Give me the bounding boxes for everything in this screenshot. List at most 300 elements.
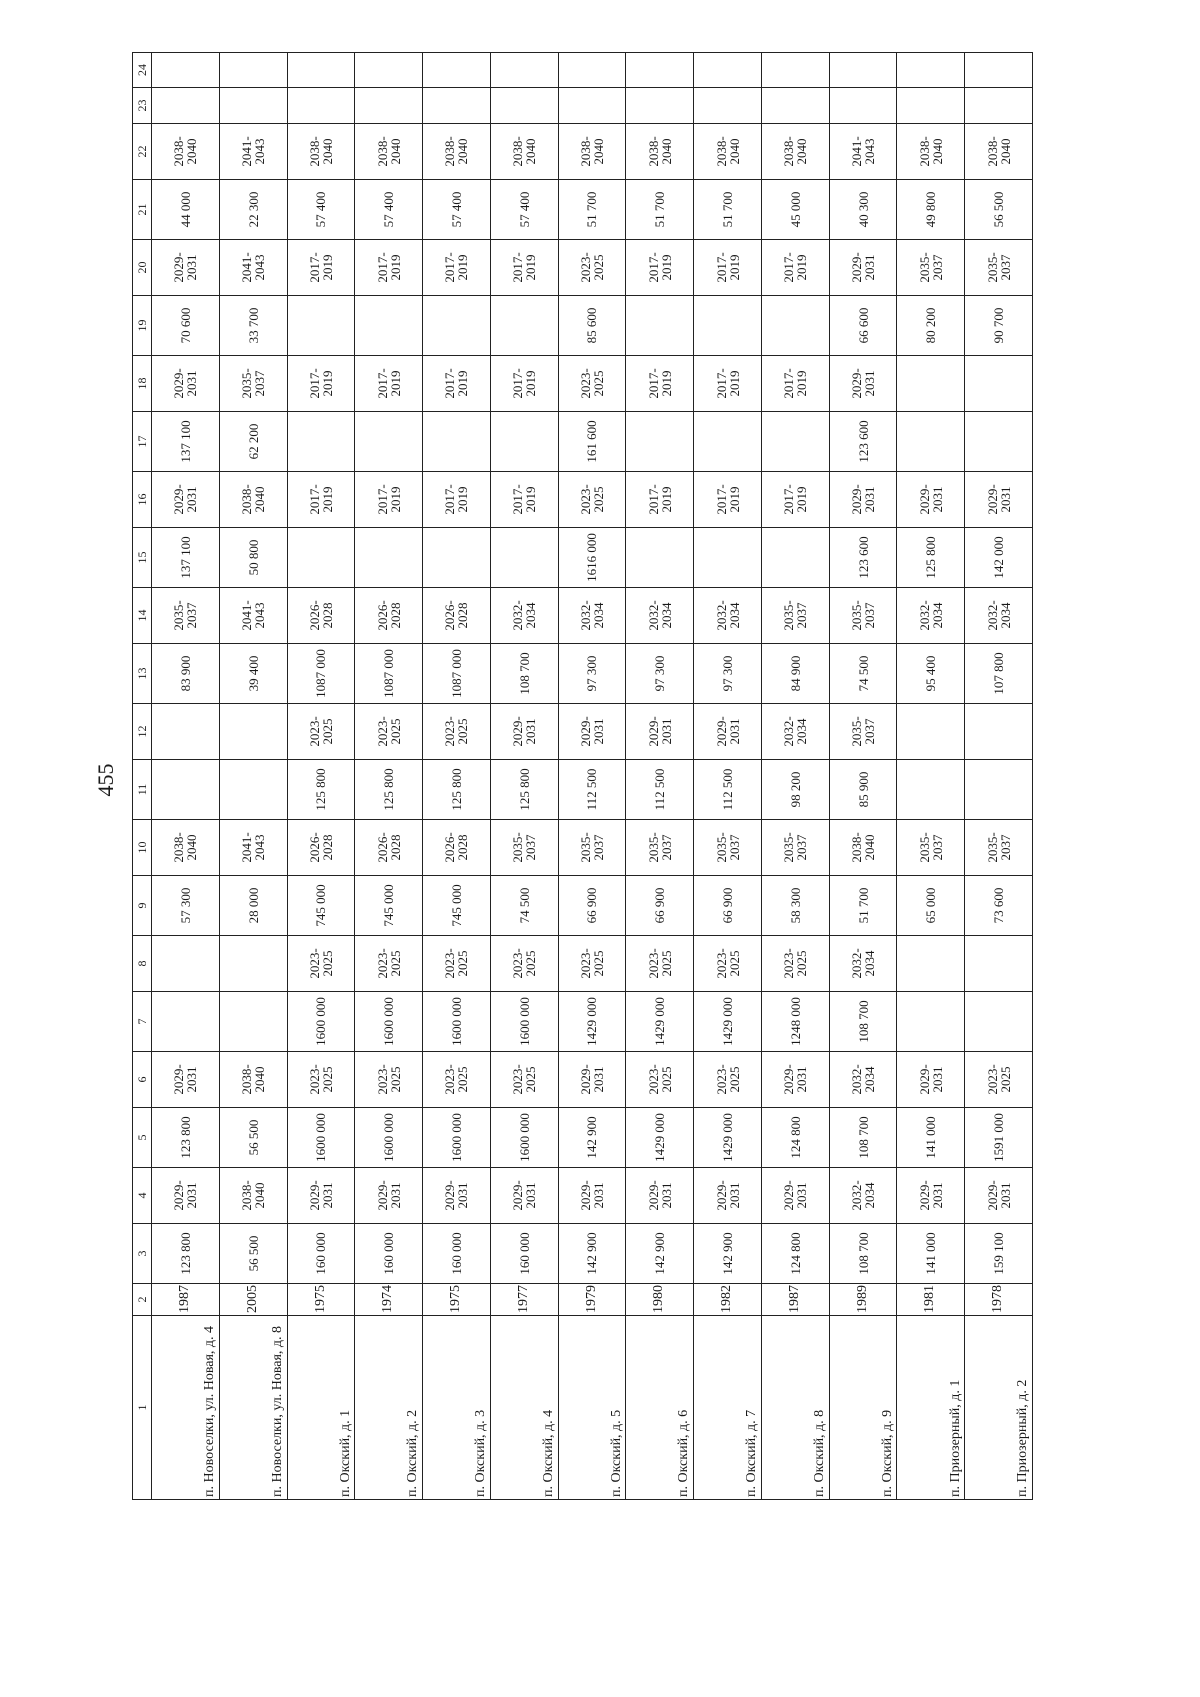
address-cell: п. Окский, д. 7	[694, 1316, 762, 1500]
table-cell: 85 600	[558, 296, 626, 356]
table-cell: 2038-2040	[829, 820, 897, 876]
table-cell	[897, 53, 965, 88]
table-cell: 83 900	[152, 644, 220, 704]
column-header-22: 22	[133, 124, 152, 180]
table-cell	[152, 992, 220, 1052]
table-cell: 85 900	[829, 760, 897, 820]
table-cell	[490, 88, 558, 124]
table-cell: 1087 000	[423, 644, 491, 704]
table-cell: 2029-2031	[558, 1168, 626, 1224]
table-cell: 161 600	[558, 412, 626, 472]
table-cell: 57 400	[423, 180, 491, 240]
table-cell: 2017-2019	[626, 356, 694, 412]
table-cell: 2023-2025	[558, 240, 626, 296]
table-cell	[626, 53, 694, 88]
table-cell: 2017-2019	[287, 240, 355, 296]
table-cell: 1987	[152, 1284, 220, 1316]
table-cell: 1429 000	[558, 992, 626, 1052]
table-cell	[897, 704, 965, 760]
table-cell: 2017-2019	[355, 240, 423, 296]
table-row	[829, 53, 897, 1500]
table-cell: 2032-2034	[829, 936, 897, 992]
table-cell	[219, 936, 287, 992]
table-cell: 56 500	[965, 180, 1033, 240]
column-header-14: 14	[133, 588, 152, 644]
table-cell: 49 800	[897, 180, 965, 240]
table-cell: 2041-2043	[219, 820, 287, 876]
table-cell: 1974	[355, 1284, 423, 1316]
table-cell: 80 200	[897, 296, 965, 356]
table-cell: 2032-2034	[897, 588, 965, 644]
table-cell: 2038-2040	[490, 124, 558, 180]
column-header-2: 2	[133, 1284, 152, 1316]
table-cell: 2017-2019	[287, 472, 355, 528]
table-cell: 57 400	[490, 180, 558, 240]
table-cell: 50 800	[219, 528, 287, 588]
table-cell: 66 900	[558, 876, 626, 936]
table-cell: 2035-2037	[897, 820, 965, 876]
table-cell: 1981	[897, 1284, 965, 1316]
table-cell: 2038-2040	[219, 1168, 287, 1224]
table-cell: 1978	[965, 1284, 1033, 1316]
table-cell: 2017-2019	[355, 472, 423, 528]
column-header-8: 8	[133, 936, 152, 992]
table-cell	[219, 88, 287, 124]
column-header-16: 16	[133, 472, 152, 528]
table-cell: 2023-2025	[558, 356, 626, 412]
table-cell: 125 800	[355, 760, 423, 820]
table-cell: 51 700	[626, 180, 694, 240]
table-cell: 2023-2025	[558, 936, 626, 992]
table-cell: 2023-2025	[761, 936, 829, 992]
table-cell	[761, 53, 829, 88]
table-cell: 160 000	[423, 1224, 491, 1284]
table-cell: 137 100	[152, 528, 220, 588]
table-cell	[626, 88, 694, 124]
table-cell	[965, 88, 1033, 124]
table-cell: 58 300	[761, 876, 829, 936]
table-cell: 95 400	[897, 644, 965, 704]
table-cell: 123 800	[152, 1224, 220, 1284]
table-cell: 2038-2040	[219, 1052, 287, 1108]
table-cell: 2035-2037	[558, 820, 626, 876]
table-cell: 1087 000	[355, 644, 423, 704]
table-cell: 2032-2034	[694, 588, 762, 644]
table-cell: 108 700	[829, 1224, 897, 1284]
table-cell: 125 800	[490, 760, 558, 820]
table-cell: 2023-2025	[287, 704, 355, 760]
table-cell	[761, 296, 829, 356]
table-cell: 112 500	[694, 760, 762, 820]
table-cell: 2029-2031	[829, 240, 897, 296]
table-cell: 2029-2031	[626, 1168, 694, 1224]
table-cell: 2038-2040	[355, 124, 423, 180]
table-cell	[897, 760, 965, 820]
table-cell: 90 700	[965, 296, 1033, 356]
table-cell: 56 500	[219, 1108, 287, 1168]
table-cell: 2029-2031	[897, 1052, 965, 1108]
table-cell	[490, 53, 558, 88]
table-cell	[287, 88, 355, 124]
table-cell: 2017-2019	[355, 356, 423, 412]
table-cell	[626, 412, 694, 472]
table-cell: 2026-2028	[355, 588, 423, 644]
table-cell: 2017-2019	[694, 240, 762, 296]
column-header-19: 19	[133, 296, 152, 356]
table-cell	[287, 528, 355, 588]
table-cell	[965, 412, 1033, 472]
table-cell	[355, 412, 423, 472]
table-cell: 2026-2028	[355, 820, 423, 876]
table-cell: 2023-2025	[423, 704, 491, 760]
table-cell: 2029-2031	[694, 1168, 762, 1224]
table-cell	[423, 88, 491, 124]
table-cell: 2023-2025	[490, 936, 558, 992]
table-cell: 2017-2019	[423, 472, 491, 528]
table-cell: 142 900	[626, 1224, 694, 1284]
table-cell: 1600 000	[423, 992, 491, 1052]
table-cell	[558, 88, 626, 124]
table-row	[287, 53, 355, 1500]
column-header-1: 1	[133, 1316, 152, 1500]
table-cell: 56 500	[219, 1224, 287, 1284]
table-cell: 2017-2019	[423, 240, 491, 296]
table-cell: 123 600	[829, 528, 897, 588]
table-cell	[897, 88, 965, 124]
table-cell: 1087 000	[287, 644, 355, 704]
table-cell: 745 000	[355, 876, 423, 936]
table-cell: 57 400	[287, 180, 355, 240]
table-cell: 2035-2037	[694, 820, 762, 876]
address-cell: п. Окский, д. 2	[355, 1316, 423, 1500]
table-cell	[355, 528, 423, 588]
table-cell: 2017-2019	[694, 472, 762, 528]
table-cell: 2029-2031	[423, 1168, 491, 1224]
table-cell: 1979	[558, 1284, 626, 1316]
table-cell: 2035-2037	[219, 356, 287, 412]
table-cell: 123 600	[829, 412, 897, 472]
table-cell: 1980	[626, 1284, 694, 1316]
table-cell: 142 900	[558, 1108, 626, 1168]
column-header-20: 20	[133, 240, 152, 296]
table-cell: 1989	[829, 1284, 897, 1316]
table-cell: 70 600	[152, 296, 220, 356]
table-cell: 160 000	[287, 1224, 355, 1284]
table-cell: 112 500	[626, 760, 694, 820]
table-cell	[965, 992, 1033, 1052]
table-cell: 2029-2031	[152, 1168, 220, 1224]
table-cell: 2035-2037	[829, 588, 897, 644]
column-header-23: 23	[133, 88, 152, 124]
table-cell: 2041-2043	[219, 588, 287, 644]
table-container	[132, 64, 1033, 1500]
table-cell: 1248 000	[761, 992, 829, 1052]
table-cell: 57 300	[152, 876, 220, 936]
table-row	[152, 53, 220, 1500]
table-cell	[897, 992, 965, 1052]
table-cell: 1591 000	[965, 1108, 1033, 1168]
column-header-24: 24	[133, 53, 152, 88]
table-cell	[152, 936, 220, 992]
table-cell: 107 800	[965, 644, 1033, 704]
table-cell: 2029-2031	[829, 356, 897, 412]
table-cell: 2035-2037	[761, 820, 829, 876]
table-cell: 745 000	[287, 876, 355, 936]
table-cell: 2023-2025	[965, 1052, 1033, 1108]
table-cell: 2035-2037	[626, 820, 694, 876]
table-cell: 39 400	[219, 644, 287, 704]
table-cell: 2029-2031	[694, 704, 762, 760]
address-cell: п. Новоселки, ул. Новая, д. 8	[219, 1316, 287, 1500]
table-cell: 745 000	[423, 876, 491, 936]
table-cell: 57 400	[355, 180, 423, 240]
table-cell: 2038-2040	[761, 124, 829, 180]
table-cell: 2023-2025	[423, 1052, 491, 1108]
table-cell: 2023-2025	[355, 704, 423, 760]
table-cell: 1982	[694, 1284, 762, 1316]
table-cell: 2029-2031	[152, 1052, 220, 1108]
table-cell: 112 500	[558, 760, 626, 820]
table-cell	[694, 528, 762, 588]
table-cell	[694, 53, 762, 88]
table-cell: 22 300	[219, 180, 287, 240]
table-cell	[355, 88, 423, 124]
table-cell: 2032-2034	[558, 588, 626, 644]
table-cell: 2029-2031	[490, 704, 558, 760]
data-table	[132, 52, 1033, 1500]
table-row	[626, 53, 694, 1500]
address-cell: п. Окский, д. 9	[829, 1316, 897, 1500]
table-cell: 2038-2040	[558, 124, 626, 180]
table-cell: 2041-2043	[219, 124, 287, 180]
table-cell: 2017-2019	[694, 356, 762, 412]
address-cell: п. Новоселки, ул. Новая, д. 4	[152, 1316, 220, 1500]
table-cell: 2017-2019	[423, 356, 491, 412]
table-cell: 2026-2028	[423, 588, 491, 644]
table-cell	[287, 412, 355, 472]
table-cell: 1429 000	[694, 992, 762, 1052]
table-cell: 2029-2031	[152, 240, 220, 296]
table-cell: 141 000	[897, 1224, 965, 1284]
table-cell: 1975	[287, 1284, 355, 1316]
table-cell: 2029-2031	[558, 1052, 626, 1108]
header-row	[133, 53, 152, 1500]
table-cell: 2017-2019	[490, 472, 558, 528]
table-cell: 2038-2040	[897, 124, 965, 180]
table-cell: 2032-2034	[490, 588, 558, 644]
table-cell: 160 000	[490, 1224, 558, 1284]
table-cell: 2023-2025	[287, 936, 355, 992]
table-cell: 2032-2034	[626, 588, 694, 644]
table-cell: 2038-2040	[965, 124, 1033, 180]
table-cell: 2032-2034	[829, 1168, 897, 1224]
table-cell: 2029-2031	[897, 472, 965, 528]
table-cell: 1600 000	[490, 1108, 558, 1168]
table-cell: 142 900	[694, 1224, 762, 1284]
table-cell: 1987	[761, 1284, 829, 1316]
table-cell: 2038-2040	[152, 820, 220, 876]
table-cell: 2017-2019	[490, 356, 558, 412]
table-cell: 2038-2040	[152, 124, 220, 180]
table-cell	[355, 296, 423, 356]
table-cell: 2017-2019	[761, 472, 829, 528]
table-cell: 1600 000	[355, 1108, 423, 1168]
table-cell: 2023-2025	[423, 936, 491, 992]
table-cell: 2023-2025	[626, 1052, 694, 1108]
table-cell: 2035-2037	[829, 704, 897, 760]
table-cell: 74 500	[490, 876, 558, 936]
table-cell: 1600 000	[287, 1108, 355, 1168]
table-cell: 2023-2025	[355, 936, 423, 992]
table-cell: 141 000	[897, 1108, 965, 1168]
table-cell: 98 200	[761, 760, 829, 820]
table-row	[490, 53, 558, 1500]
table-cell: 45 000	[761, 180, 829, 240]
table-cell: 2023-2025	[694, 936, 762, 992]
table-cell: 51 700	[694, 180, 762, 240]
table-cell: 66 600	[829, 296, 897, 356]
table-cell	[490, 296, 558, 356]
table-cell: 1429 000	[626, 1108, 694, 1168]
table-cell	[152, 88, 220, 124]
table-cell: 108 700	[829, 992, 897, 1052]
table-cell: 97 300	[694, 644, 762, 704]
column-header-9: 9	[133, 876, 152, 936]
table-cell: 124 800	[761, 1224, 829, 1284]
table-cell	[761, 412, 829, 472]
table-cell: 2035-2037	[965, 820, 1033, 876]
table-cell	[761, 528, 829, 588]
column-header-7: 7	[133, 992, 152, 1052]
table-cell: 84 900	[761, 644, 829, 704]
table-cell: 2029-2031	[965, 1168, 1033, 1224]
table-cell: 2029-2031	[761, 1052, 829, 1108]
table-row	[558, 53, 626, 1500]
address-cell: п. Окский, д. 4	[490, 1316, 558, 1500]
column-header-4: 4	[133, 1168, 152, 1224]
table-cell	[897, 412, 965, 472]
table-cell: 125 800	[287, 760, 355, 820]
table-cell: 2035-2037	[152, 588, 220, 644]
table-cell: 2032-2034	[965, 588, 1033, 644]
table-cell: 2035-2037	[490, 820, 558, 876]
table-cell: 2023-2025	[490, 1052, 558, 1108]
table-cell: 137 100	[152, 412, 220, 472]
table-cell: 124 800	[761, 1108, 829, 1168]
table-cell: 40 300	[829, 180, 897, 240]
table-cell	[287, 53, 355, 88]
table-cell: 125 800	[897, 528, 965, 588]
table-cell	[761, 88, 829, 124]
table-cell	[558, 53, 626, 88]
table-cell	[219, 53, 287, 88]
table-cell: 2038-2040	[219, 472, 287, 528]
column-header-12: 12	[133, 704, 152, 760]
table-cell: 66 900	[626, 876, 694, 936]
table-cell: 2038-2040	[287, 124, 355, 180]
table-cell: 62 200	[219, 412, 287, 472]
table-cell	[287, 296, 355, 356]
table-cell: 2035-2037	[965, 240, 1033, 296]
table-cell	[965, 356, 1033, 412]
table-cell: 2029-2031	[965, 472, 1033, 528]
table-cell: 1600 000	[490, 992, 558, 1052]
table-cell: 1600 000	[287, 992, 355, 1052]
table-cell	[219, 760, 287, 820]
table-cell: 2017-2019	[287, 356, 355, 412]
table-cell: 2029-2031	[626, 704, 694, 760]
table-cell: 2017-2019	[761, 240, 829, 296]
page-number: 455	[93, 763, 118, 797]
table-cell	[694, 296, 762, 356]
table-cell	[423, 528, 491, 588]
table-cell: 1616 000	[558, 528, 626, 588]
table-cell: 2017-2019	[626, 472, 694, 528]
table-cell: 108 700	[490, 644, 558, 704]
table-cell: 2038-2040	[694, 124, 762, 180]
table-cell: 2017-2019	[490, 240, 558, 296]
table-cell: 2023-2025	[558, 472, 626, 528]
table-cell: 97 300	[558, 644, 626, 704]
table-cell	[965, 704, 1033, 760]
table-cell: 2023-2025	[626, 936, 694, 992]
table-row	[965, 53, 1033, 1500]
table-row	[897, 53, 965, 1500]
table-cell	[965, 53, 1033, 88]
table-row	[219, 53, 287, 1500]
column-header-17: 17	[133, 412, 152, 472]
column-header-3: 3	[133, 1224, 152, 1284]
table-cell: 159 100	[965, 1224, 1033, 1284]
address-cell: п. Окский, д. 1	[287, 1316, 355, 1500]
table-cell	[965, 760, 1033, 820]
table-cell	[490, 528, 558, 588]
table-cell	[829, 53, 897, 88]
table-cell: 51 700	[558, 180, 626, 240]
address-cell: п. Окский, д. 6	[626, 1316, 694, 1500]
table-cell: 2029-2031	[152, 472, 220, 528]
table-cell: 97 300	[626, 644, 694, 704]
table-cell: 160 000	[355, 1224, 423, 1284]
table-cell: 2023-2025	[694, 1052, 762, 1108]
table-cell	[152, 760, 220, 820]
table-cell: 28 000	[219, 876, 287, 936]
table-cell: 2032-2034	[829, 1052, 897, 1108]
column-header-21: 21	[133, 180, 152, 240]
column-header-6: 6	[133, 1052, 152, 1108]
table-cell: 2023-2025	[355, 1052, 423, 1108]
table-cell: 2029-2031	[761, 1168, 829, 1224]
table-row	[423, 53, 491, 1500]
table-cell	[423, 412, 491, 472]
table-cell: 2023-2025	[287, 1052, 355, 1108]
table-body	[152, 53, 1033, 1500]
column-header-13: 13	[133, 644, 152, 704]
column-header-11: 11	[133, 760, 152, 820]
table-cell: 2029-2031	[558, 704, 626, 760]
table-cell: 2029-2031	[490, 1168, 558, 1224]
table-cell: 2029-2031	[355, 1168, 423, 1224]
table-cell	[626, 296, 694, 356]
column-header-18: 18	[133, 356, 152, 412]
table-cell	[829, 88, 897, 124]
address-cell: п. Окский, д. 3	[423, 1316, 491, 1500]
table-cell: 33 700	[219, 296, 287, 356]
table-cell: 66 900	[694, 876, 762, 936]
table-cell: 2038-2040	[626, 124, 694, 180]
table-cell: 125 800	[423, 760, 491, 820]
table-cell	[219, 992, 287, 1052]
